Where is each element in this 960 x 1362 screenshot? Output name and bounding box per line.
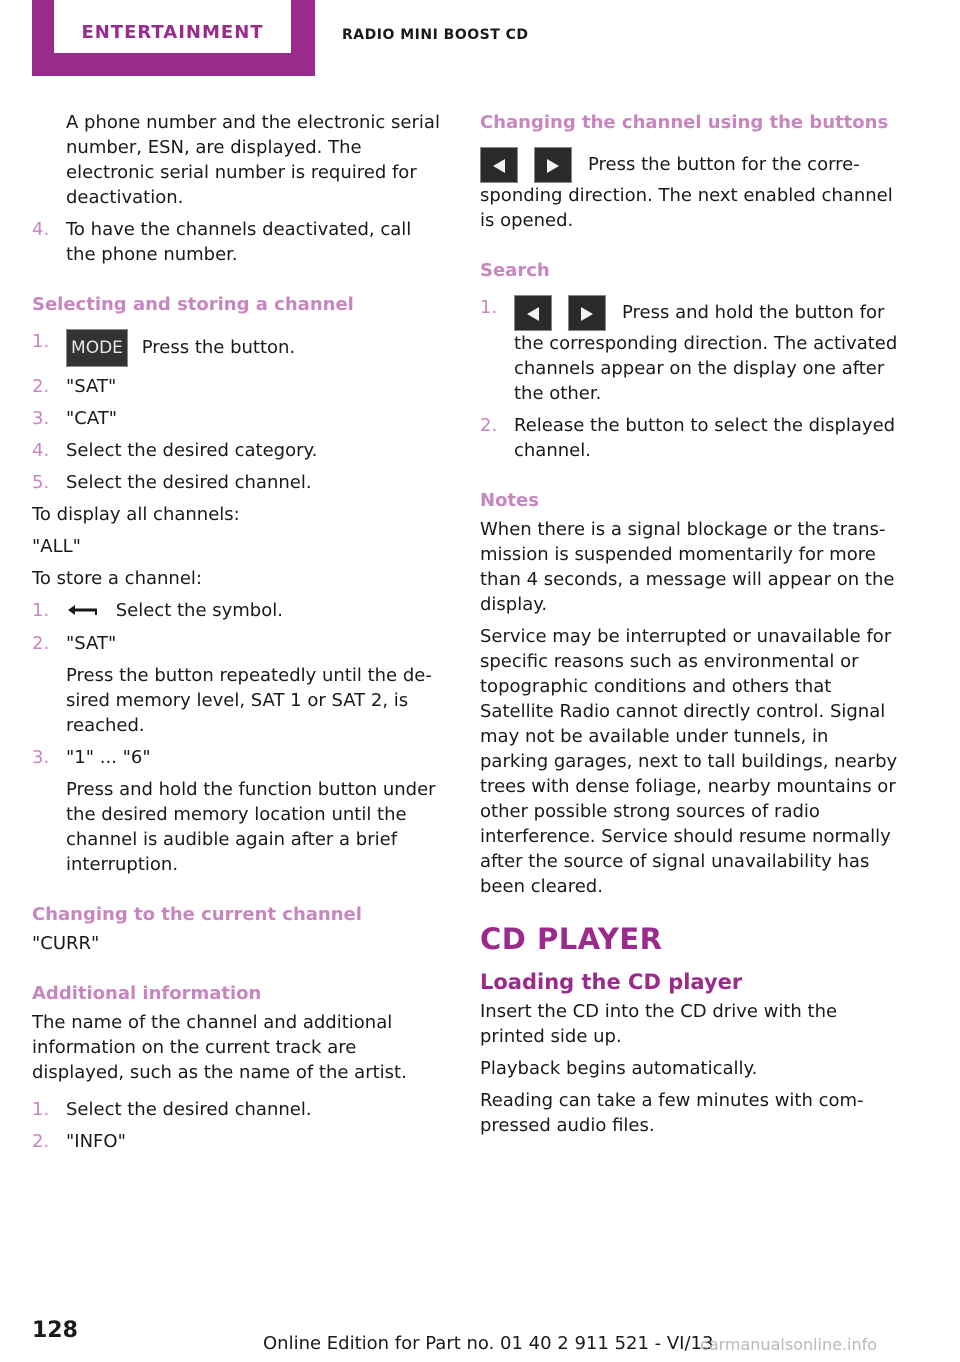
- list-item: [32, 470, 444, 495]
- next-button-icon: [534, 147, 572, 183]
- step-text: Press the button.: [141, 337, 296, 358]
- list-item: [32, 1129, 444, 1154]
- edition-footer: Online Edition for Part no. 01 40 2 911 521 - VI/13: [263, 1333, 714, 1354]
- notes-paragraph-2: Service may be interrupted or unavailable for specific reasons such as environmental or topographic conditions and others that Satellite Radio cannot directly control. Signal may not be available under tunnels, in parking garages, next to tall buildings, nearby trees with dense foliage, nearby mountains or other possible strong sources of radio interference. Service should resume normally after the source of signal unavailability has been cleared.: [480, 626, 898, 897]
- next-button-icon: [568, 295, 606, 331]
- list-item: [480, 413, 898, 463]
- list-item: [32, 217, 444, 267]
- loading-heading: Loading the CD player: [480, 970, 743, 994]
- page-number: 128: [32, 1318, 78, 1343]
- step-text: Select the symbol.: [115, 600, 283, 621]
- buttons-paragraph-text: Press the button for the corresponding direction. The next enabled channel is opened.: [480, 154, 893, 231]
- store-steps: [32, 598, 444, 877]
- step-number: 2.: [32, 1130, 50, 1152]
- notes-paragraph-1: When there is a signal blockage or the transmission is suspended momentarily for more than 4 seconds, a message will appear on the display.: [480, 519, 895, 615]
- list-item: [32, 631, 444, 738]
- loading-paragraph-3: Reading can take a few minutes with compressed audio files.: [480, 1090, 864, 1136]
- search-steps: [480, 295, 898, 463]
- loading-paragraph-1: Insert the CD into the CD drive with the printed side up.: [480, 1001, 838, 1047]
- step-number: 3.: [32, 408, 50, 429]
- step-text: Release the button to select the displayed channel.: [514, 415, 896, 461]
- step-number: 1.: [32, 1098, 50, 1120]
- search-heading: Search: [480, 260, 550, 281]
- list-item: [32, 438, 444, 463]
- left-column: [32, 110, 444, 1161]
- buttons-paragraph: [480, 147, 898, 233]
- selecting-storing-heading: Selecting and storing a channel: [32, 294, 354, 315]
- step-number: 2.: [32, 376, 50, 397]
- list-item: [32, 745, 444, 877]
- step-number: 5.: [32, 472, 50, 493]
- step-number: 1.: [32, 331, 50, 352]
- step-number: 1.: [32, 600, 50, 621]
- back-arrow-icon: [66, 599, 100, 624]
- additional-info-paragraph: The name of the channel and additional information on the current track are displayed, such as the name of the artist.: [32, 1011, 407, 1083]
- intro-paragraph: A phone number and the electronic serial number, ESN, are displayed. The electronic serial number is required for deactivation.: [66, 112, 440, 208]
- watermark: carmanualsonline.info: [700, 1335, 878, 1354]
- display-all-value: "ALL": [32, 536, 81, 557]
- step-text: Select the desired channel.: [66, 1098, 312, 1120]
- step-text: To have the channels deactivated, call the phone number.: [66, 219, 412, 265]
- store-label: To store a channel:: [32, 568, 202, 589]
- notes-heading: Notes: [480, 490, 539, 511]
- step-text: "SAT": [66, 632, 117, 654]
- prev-button-icon: [480, 147, 518, 183]
- right-column: [480, 110, 898, 1145]
- step-text: "SAT": [66, 376, 117, 397]
- display-all-label: To display all channels:: [32, 504, 240, 525]
- step-text: "INFO": [66, 1130, 126, 1152]
- loading-paragraph-2: Playback begins automatically.: [480, 1058, 758, 1079]
- step-number: 2.: [480, 415, 498, 436]
- step-text: "CAT": [66, 408, 118, 429]
- step-number: 4.: [32, 219, 50, 240]
- list-item: [32, 1097, 444, 1122]
- list-item: [480, 295, 898, 406]
- mode-button: MODE: [66, 329, 128, 367]
- additional-info-heading: Additional information: [32, 982, 262, 1004]
- deactivation-steps: [32, 217, 444, 267]
- step-number: 1.: [480, 297, 498, 318]
- header-section-label: RADIO MINI BOOST CD: [342, 27, 529, 43]
- step-number: 2.: [32, 632, 50, 654]
- list-item: [32, 329, 444, 367]
- selecting-steps: [32, 329, 444, 495]
- buttons-heading: Changing the channel using the buttons: [480, 112, 889, 133]
- step-detail: Press and hold the function button under the desired memory location until the channel is audible again after a brief interruption.: [66, 778, 436, 875]
- step-text: Select the desired channel.: [66, 472, 312, 493]
- step-text: Press and hold the button for the corresponding direction. The activated channels appear on the display one after the other.: [514, 302, 898, 404]
- step-number: 3.: [32, 746, 50, 768]
- step-text: "1" ... "6": [66, 746, 151, 768]
- step-text: Select the desired category.: [66, 440, 318, 461]
- current-channel-heading: Changing to the current channel: [32, 903, 362, 925]
- step-number: 4.: [32, 440, 50, 461]
- list-item: [32, 406, 444, 431]
- step-detail: Press the button repeatedly until the desired memory level, SAT 1 or SAT 2, is reached.: [66, 664, 432, 736]
- list-item: [32, 374, 444, 399]
- curr-value: "CURR": [32, 932, 100, 954]
- list-item: [32, 598, 444, 624]
- cd-player-heading: CD PLAYER: [480, 922, 663, 956]
- additional-info-steps: [32, 1097, 444, 1154]
- header-tab-label: ENTERTAINMENT: [81, 22, 264, 43]
- prev-button-icon: [514, 295, 552, 331]
